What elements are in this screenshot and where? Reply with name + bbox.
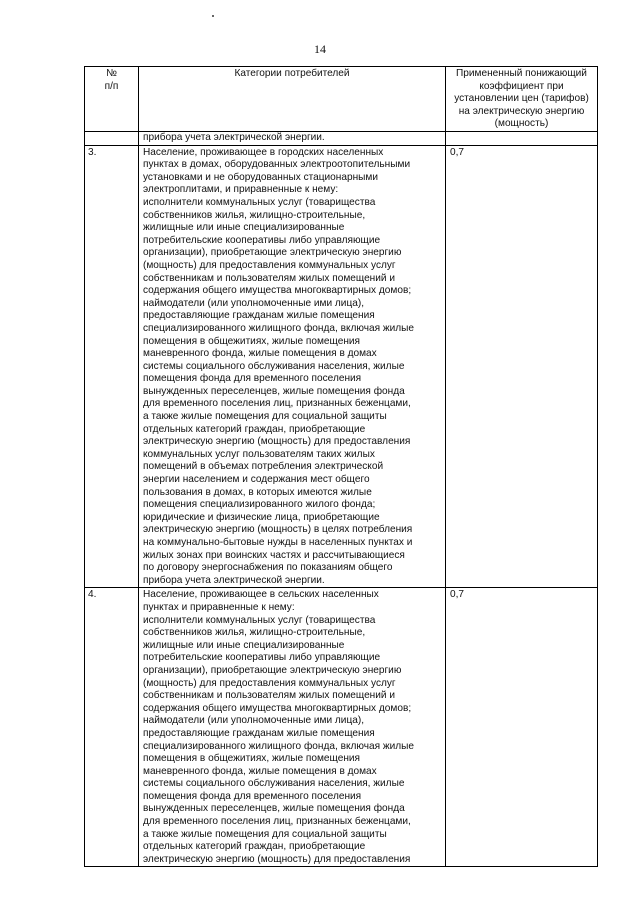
cell-coefficient: 0,7 bbox=[446, 588, 598, 867]
cell-coefficient: 0,7 bbox=[446, 145, 598, 588]
cell-number bbox=[85, 132, 139, 146]
table-row bbox=[85, 588, 598, 867]
header-coefficient: Примененный понижающий коэффициент при установлении цен (тарифов) на электрическую энергию (мощность) bbox=[446, 67, 598, 132]
header-number: № п/п bbox=[85, 67, 139, 132]
tariff-coefficient-table bbox=[84, 66, 598, 867]
cell-category: Население, проживающее в сельских населенных пунктах и приравненные к нему: исполнители коммунальных услуг (товарищества собственников жилья, жилищно-строительные, жилищные или иные специализированные потребительские кооперативы либо управляющие организации), приобретающие электрическую энергию (мощность) для предоставления коммунальных услуг собственникам и пользователям жилых помещений и содержания общего имущества многоквартирных домов; наймодатели (или уполномоченные ими лица), предоставляющие гражданам жилые помещения специализированного жилищного фонда, включая жилые помещения в общежитиях, жилые помещения маневренного фонда, жилые помещения в домах системы социального обслуживания населения, жилые помещения фонда для временного поселения вынужденных переселенцев, жилые помещения фонда для временного поселения лиц, признанных беженцами, а также жилые помещения для социальной защиты отдельных категорий граждан, приобретающие электрическую энергию (мощность) для предоставления bbox=[139, 588, 446, 867]
cell-category: Население, проживающее в городских населенных пунктах в домах, оборудованных электроотопительными установками и не оборудованных стационарными электроплитами, и приравненные к нему: исполнители коммунальных услуг (товарищества собственников жилья, жилищно-строительные, жилищные или иные специализированные потребительские кооперативы либо управляющие организации), приобретающие электрическую энергию (мощность) для предоставления коммунальных услуг собственникам и пользователям жилых помещений и содержания общего имущества многоквартирных домов; наймодатели (или уполномоченные ими лица), предоставляющие гражданам жилые помещения специализированного жилищного фонда, включая жилые помещения в общежитиях, жилые помещения маневренного фонда, жилые помещения в домах системы социального обслуживания населения, жилые помещения фонда для временного поселения вынужденных переселенцев, жилые помещения фонда для временного поселения лиц, признанных беженцами, а также жилые помещения для социальной защиты отдельных категорий граждан, приобретающие электрическую энергию (мощность) для предоставления коммунальных услуг пользователям таких жилых помещений в объемах потребления электрической энергии населением и содержания мест общего пользования в домах, в которых имеются жилые помещения специализированного жилого фонда; юридические и физические лица, приобретающие электрическую энергию (мощность) в целях потребления на коммунально-бытовые нужды в населенных пунктах и жилых зонах при воинских частях и рассчитывающиеся по договору энергоснабжения по показаниям общего прибора учета электрической энергии. bbox=[139, 145, 446, 588]
page-number: 14 bbox=[314, 42, 326, 56]
header-category: Категории потребителей bbox=[139, 67, 446, 132]
cell-category: прибора учета электрической энергии. bbox=[139, 132, 446, 146]
table-header-row bbox=[85, 67, 598, 132]
scan-speck bbox=[212, 15, 214, 17]
cell-number: 4. bbox=[85, 588, 139, 867]
table-row bbox=[85, 145, 598, 588]
table-row-continuation bbox=[85, 132, 598, 146]
cell-coefficient bbox=[446, 132, 598, 146]
cell-number: 3. bbox=[85, 145, 139, 588]
